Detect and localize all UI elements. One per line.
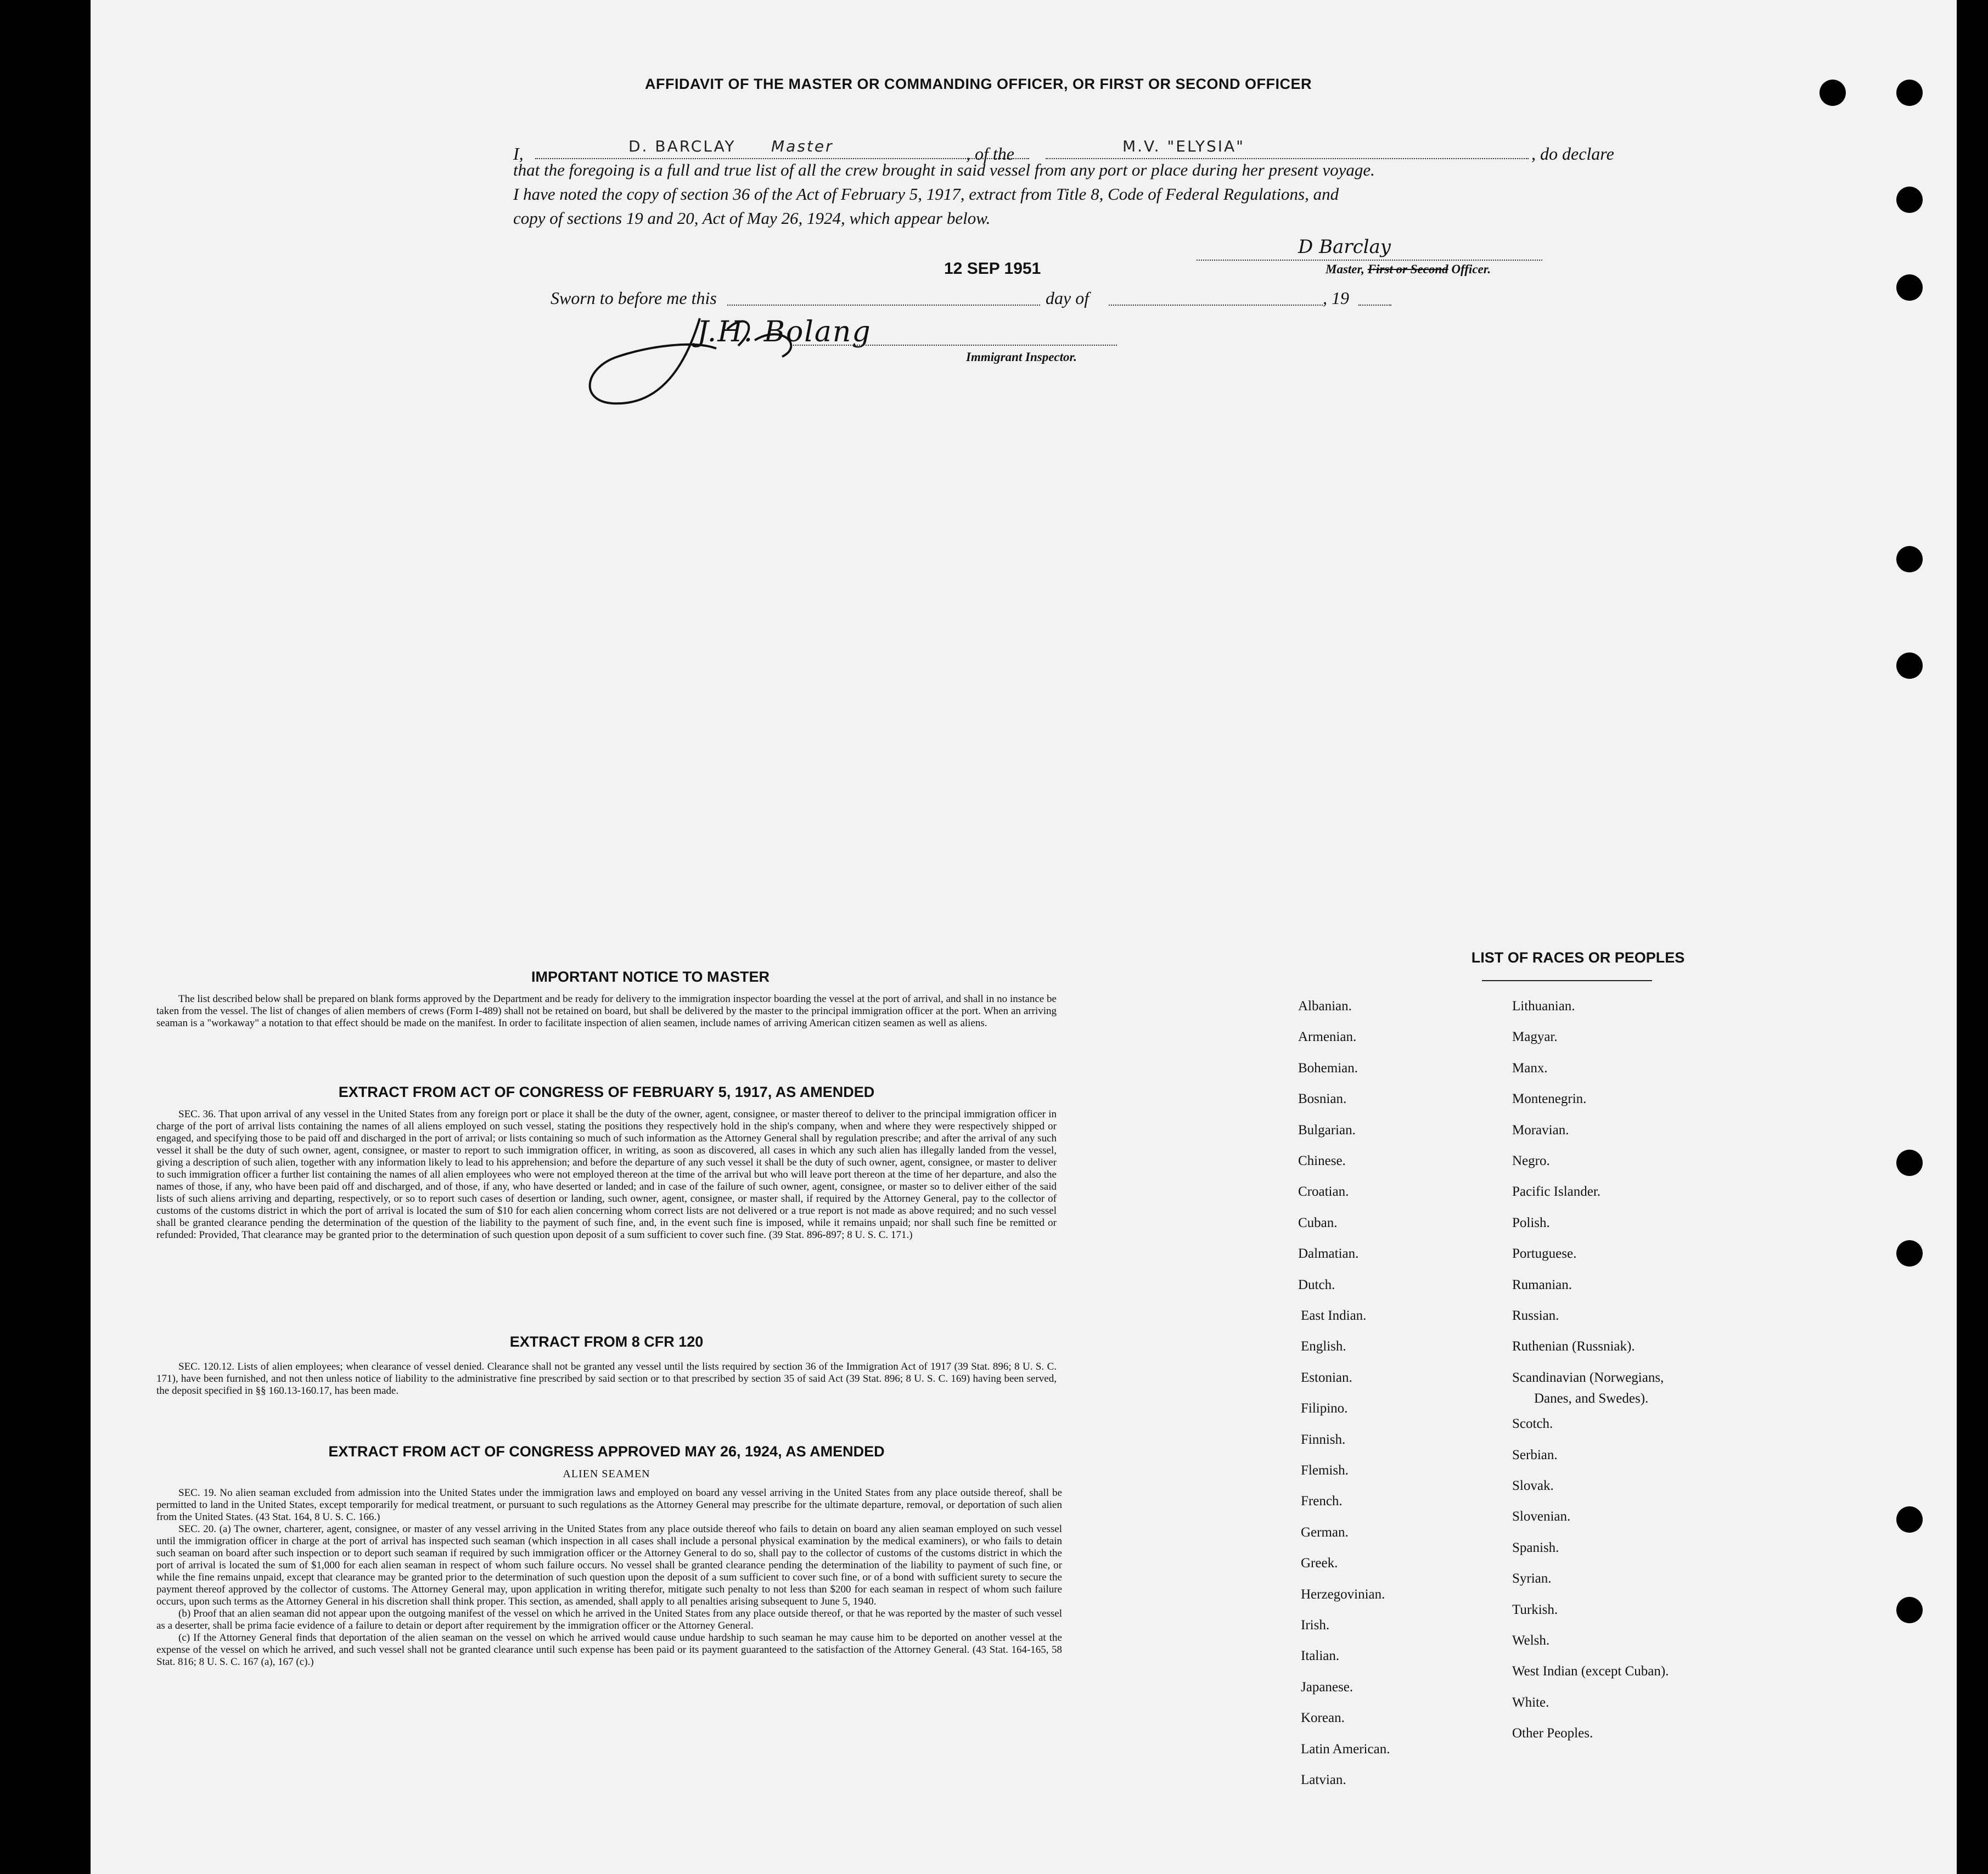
race-item: Cuban. <box>1298 1215 1338 1230</box>
extract-1917-text: SEC. 36. That upon arrival of any vessel in the United States from any foreign port or place it shall be the duty of the owner, agent, consignee, or master thereof to deliver to the principal immigration officer in charge of the port of arrival lists containing the names of all aliens employed on such vessel, stating the positions they respectively hold in the ship's company, when and where they were respectively shipped or engaged, and specifying those to be paid off and discharged in the port of arrival; or lists containing so much of such information as the Attorney General shall by regulation prescribe; and after the arrival of any such vessel it shall be the duty of such owner, agent, consignee, or master to report to such immigration officer, in writing, as soon as discovered, all cases in which any such alien has illegally landed from the vessel, giving a description of such alien, together with any information likely to lead to his apprehension; and before the departure of any such vessel it shall be the duty of such owner, agent, consignee, or master to deliver to such immigration officer a further list containing the names of all alien employees who were not employed thereon at the time of the arrival but who will leave port thereon at the time of her departure, and also the names of those, if any, who have been paid off and discharged, and of those, if any, who have deserted or landed; and in case of the failure of such owner, agent, consignee, or master so to deliver either of the said lists of such aliens arriving and departing, respectively, or so to report such cases of desertion or landing, such owner, agent, consignee, or master shall, if required by the Attorney General, pay to the collector of customs of the customs district in which the port of arrival is located the sum of $10 for each alien concerning whom correct lists are not delivered or a true report is not made as above required; and no such vessel shall be granted clearance pending the determination of the question of the liability to the payment of such fine, and, in the event such fine is imposed, while it remains unpaid; nor shall such fine be remitted or refunded: Provided, That clearance may be granted prior to the determination of such question upon deposit of a sum sufficient to cover such fine. (39 Stat. 896-897; 8 U. S. C. 171.) <box>156 1108 1057 1241</box>
race-item: Magyar. <box>1512 1029 1558 1045</box>
year-text: , 19 <box>1323 288 1349 308</box>
extract-1924-subtitle: ALIEN SEAMEN <box>563 1468 650 1480</box>
binder-hole <box>1896 1240 1923 1267</box>
race-item: Spanish. <box>1512 1540 1559 1555</box>
master-name: D. BARCLAY <box>628 137 736 155</box>
affidavit-i: I, <box>513 144 524 164</box>
binder-hole <box>1896 546 1923 572</box>
race-item: Flemish. <box>1301 1463 1349 1478</box>
race-item: Greek. <box>1301 1556 1338 1571</box>
race-item: Serbian. <box>1512 1447 1558 1462</box>
race-item: Japanese. <box>1301 1679 1354 1695</box>
race-item: Syrian. <box>1512 1571 1552 1586</box>
extract-1924-title: EXTRACT FROM ACT OF CONGRESS APPROVED MAY 26, 1924, AS AMENDED <box>328 1443 885 1460</box>
race-item: Estonian. <box>1301 1370 1352 1385</box>
affidavit-line-2: that the foregoing is a full and true list of all the crew brought in said vessel from any port or place during her present voyage. <box>513 160 1375 179</box>
race-item: East Indian. <box>1301 1308 1367 1323</box>
race-item: Bohemian. <box>1298 1060 1358 1076</box>
races-title-rule <box>1482 980 1652 981</box>
affidavit-title: AFFIDAVIT OF THE MASTER OR COMMANDING OFFICER, OR FIRST OR SECOND OFFICER <box>645 76 1312 92</box>
extract-cfr-text: SEC. 120.12. Lists of alien employees; when clearance of vessel denied. Clearance shall not be granted any vessel until the lists required by section 36 of the Immigration Act of 1917 (39 Stat. 896; 8 U. S. C. 171), have been furnished, and not then unless notice of liability to the administrative fine prescribed by said section or to that prescribed by section 35 of said Act (39 Stat. 896; 8 U. S. C. 169) having been served, the deposit specified in §§ 160.13-160.17, has been made. <box>156 1361 1057 1397</box>
race-item: Negro. <box>1512 1153 1550 1168</box>
race-item: Irish. <box>1301 1618 1330 1633</box>
race-item: Dalmatian. <box>1298 1246 1359 1262</box>
race-item: Pacific Islander. <box>1512 1184 1601 1200</box>
race-item: Polish. <box>1512 1215 1550 1230</box>
race-item: Welsh. <box>1512 1633 1550 1648</box>
master-signature: D Barclay <box>1298 236 1391 258</box>
race-item: Chinese. <box>1298 1153 1346 1168</box>
race-item: Other Peoples. <box>1512 1726 1593 1741</box>
race-item: Manx. <box>1512 1060 1548 1076</box>
binder-hole <box>1896 1150 1923 1176</box>
race-item: Latvian. <box>1301 1772 1346 1787</box>
binder-hole <box>1896 1506 1923 1533</box>
race-item: Dutch. <box>1298 1277 1335 1292</box>
race-item: Croatian. <box>1298 1184 1349 1200</box>
extract-1924-text: SEC. 19. No alien seaman excluded from admission into the United States under the immigration laws and employed on board any vessel arriving in the United States from any place outside thereof, shall be permitted to land in the United States, except temporarily for medical treatment, or pursuant to such regulations as the Attorney General may prescribe for the ultimate departure, removal, or deportation of such alien from the United States. (43 Stat. 164, 8 U. S. C. 166.) SEC. 20. (a) The owner, charterer, agent, consignee, or master of any vessel arriving in the United States from any place outside thereof who fails to detain on board any alien seaman employed on such vessel until the immigration officer in charge at the port of arrival has inspected such seaman (which inspection in all cases shall include a personal physical examination by the medical examiners), or who fails to detain such seaman on board after such inspection or to deport such seaman if required by such immigration officer or the Attorney General to do so, shall pay to the collector of customs of the customs district in which the port of arrival is located the sum of $1,000 for each alien seaman in respect of whom such failure occurs. No vessel shall be granted clearance pending the determination of the liability to payment of such fine, or while the fine remains unpaid, except that clearance may be granted prior to the determination of such question upon the deposit of a sum sufficient to cover such fine, or of a bond with sufficient surety to secure the payment thereof approved by the collector of customs. The Attorney General may, upon application in writing therefor, mitigate such penalty to not less than $200 for each seaman in respect of whom such failure occurs, upon such terms as the Attorney General in his discretion shall think proper. This section, as amended, shall apply to all penalties arising subsequent to June 5, 1940. (b) Proof that an alien seaman did not appear upon the outgoing manifest of the vessel on which he arrived in the United States from any place outside thereof, or that he was reported by the master of such vessel as a deserter, shall be prima facie evidence of a failure to detain or deport after requirement by the immigration officer or the Attorney General. (c) If the Attorney General finds that deportation of the alien seaman on the vessel on which he arrived would cause undue hardship to such seaman he may cause him to be deported on another vessel at the expense of the vessel on which he arrived, and such vessel shall not be granted clearance until such expense has been paid or its payment guaranteed to the satisfaction of the Attorney General. (43 Stat. 164-165, 58 Stat. 816; 8 U. S. C. 167 (a), 167 (c).) <box>156 1487 1062 1668</box>
race-item: French. <box>1301 1494 1343 1509</box>
race-item: Latin American. <box>1301 1741 1390 1757</box>
inspector-caption: Immigrant Inspector. <box>966 350 1077 364</box>
vessel-line <box>1046 158 1529 159</box>
race-item: Scotch. <box>1512 1416 1553 1432</box>
binder-hole <box>1896 1597 1923 1623</box>
races-title: LIST OF RACES OR PEOPLES <box>1471 949 1685 966</box>
race-item: Slovenian. <box>1512 1509 1571 1524</box>
race-item: Russian. <box>1512 1308 1559 1323</box>
notice-title: IMPORTANT NOTICE TO MASTER <box>531 969 770 985</box>
year-line <box>1358 305 1391 306</box>
race-item: Bosnian. <box>1298 1091 1347 1107</box>
race-item: Rumanian. <box>1512 1277 1573 1292</box>
master-rank: Master <box>771 137 834 155</box>
extract-1917-title: EXTRACT FROM ACT OF CONGRESS OF FEBRUARY 5, 1917, AS AMENDED <box>338 1084 875 1100</box>
race-item: Moravian. <box>1512 1122 1569 1138</box>
name-line <box>535 158 1029 159</box>
race-item: Slovak. <box>1512 1478 1554 1493</box>
date-stamp: 12 SEP 1951 <box>944 260 1041 278</box>
race-item: Italian. <box>1301 1648 1340 1664</box>
race-item: Ruthenian (Russniak). <box>1512 1339 1635 1354</box>
race-item: Turkish. <box>1512 1602 1558 1617</box>
race-item: Danes, and Swedes). <box>1534 1391 1649 1406</box>
race-item: Armenian. <box>1298 1029 1357 1045</box>
race-item: Montenegrin. <box>1512 1091 1587 1107</box>
race-item: Finnish. <box>1301 1432 1346 1447</box>
binder-hole <box>1896 274 1923 301</box>
race-item: Herzegovinian. <box>1301 1586 1385 1602</box>
binder-hole <box>1896 80 1923 106</box>
of-the-text: , of the <box>966 144 1014 164</box>
race-item: West Indian (except Cuban). <box>1512 1664 1669 1679</box>
inspector-signature: J.H. Bolang <box>697 316 872 348</box>
binder-hole <box>1896 187 1923 213</box>
signature-caption: Master, First or Second Officer. <box>1326 262 1491 276</box>
extract-cfr-title: EXTRACT FROM 8 CFR 120 <box>509 1333 704 1350</box>
sworn-day-line <box>727 305 1040 306</box>
affidavit-line-4: copy of sections 19 and 20, Act of May 26, 1924, which appear below. <box>513 209 991 228</box>
do-declare-text: , do declare <box>1531 144 1614 164</box>
inspector-line <box>793 345 1117 346</box>
master-signature-line <box>1197 260 1542 261</box>
race-item: Lithuanian. <box>1512 999 1575 1014</box>
notice-text: The list described below shall be prepared on blank forms approved by the Department and be ready for delivery to the immigration inspector boarding the vessel at the port of arrival, and shall in no instance be taken from the vessel. The list of changes of alien members of crews (Form I-489) shall not be retained on board, but shall be delivered by the master to the principal immigration officer at the port. When an arriving seaman is a "workaway" a notation to that effect should be made on the manifest. In order to facilitate inspection of alien seamen, include names of arriving American citizen seamen as well as aliens. <box>156 993 1057 1029</box>
race-item: Scandinavian (Norwegians, <box>1512 1370 1664 1385</box>
race-item: Korean. <box>1301 1710 1345 1726</box>
month-line <box>1109 305 1323 306</box>
race-item: English. <box>1301 1339 1346 1354</box>
race-item: Albanian. <box>1298 999 1352 1014</box>
document-page <box>91 0 1957 1874</box>
race-item: Bulgarian. <box>1298 1122 1356 1138</box>
sworn-text: Sworn to before me this <box>551 288 717 308</box>
binder-hole <box>1819 80 1846 106</box>
day-of-text: day of <box>1046 288 1090 308</box>
race-item: Portuguese. <box>1512 1246 1577 1262</box>
vessel-name: M.V. "ELYSIA" <box>1122 137 1245 155</box>
race-item: German. <box>1301 1524 1349 1540</box>
affidavit-line-3: I have noted the copy of section 36 of the Act of February 5, 1917, extract from Title 8, Code of Federal Regulations, and <box>513 184 1339 204</box>
race-item: Filipino. <box>1301 1401 1348 1416</box>
race-item: White. <box>1512 1695 1549 1710</box>
binder-hole <box>1896 652 1923 679</box>
